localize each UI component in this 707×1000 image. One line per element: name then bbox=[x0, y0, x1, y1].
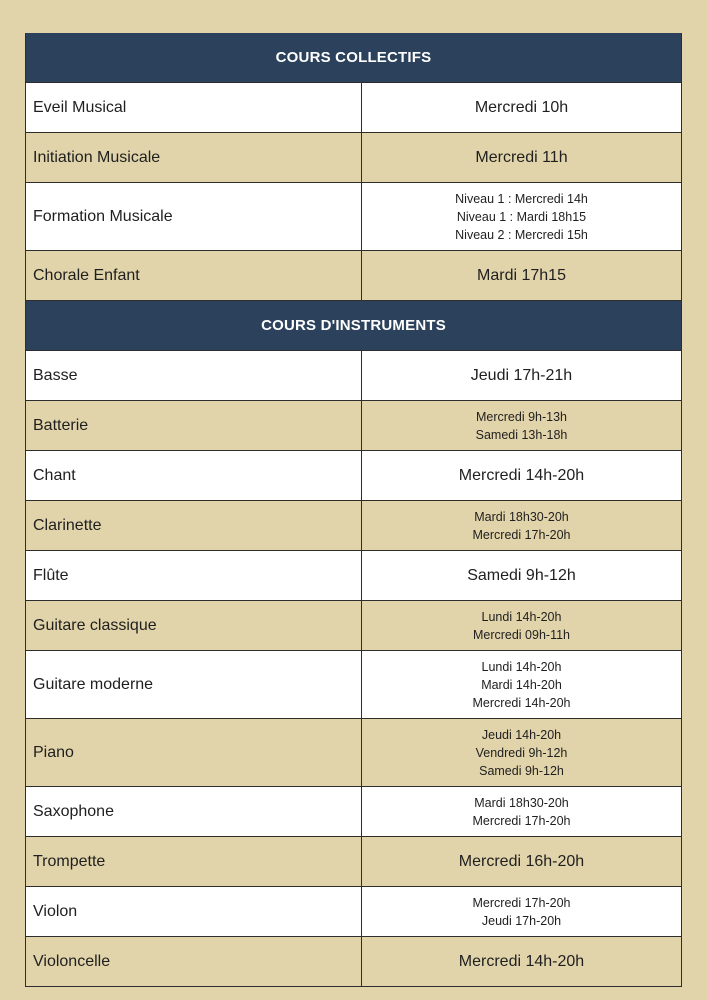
table-row bbox=[26, 251, 681, 301]
schedule-line: Niveau 2 : Mercredi 15h bbox=[455, 227, 588, 242]
table-row bbox=[26, 787, 681, 837]
course-name: Clarinette bbox=[26, 501, 362, 550]
schedule-line: Jeudi 17h-21h bbox=[470, 366, 573, 384]
course-schedule bbox=[362, 133, 681, 182]
course-schedule bbox=[362, 451, 681, 500]
schedule-table bbox=[25, 33, 682, 987]
table-row bbox=[26, 887, 681, 937]
course-name: Batterie bbox=[26, 401, 362, 450]
schedule-line: Mercredi 14h-20h bbox=[458, 952, 585, 970]
course-schedule bbox=[362, 787, 681, 836]
course-schedule bbox=[362, 651, 681, 718]
table-row bbox=[26, 451, 681, 501]
schedule-line: Samedi 13h-18h bbox=[475, 427, 568, 442]
course-schedule bbox=[362, 887, 681, 936]
course-name: Formation Musicale bbox=[26, 183, 362, 250]
course-schedule bbox=[362, 183, 681, 250]
schedule-line: Mercredi 17h-20h bbox=[472, 527, 571, 542]
course-name: Chorale Enfant bbox=[26, 251, 362, 300]
table-row bbox=[26, 351, 681, 401]
schedule-line: Mercredi 9h-13h bbox=[475, 409, 567, 424]
course-name: Flûte bbox=[26, 551, 362, 600]
table-row bbox=[26, 183, 681, 251]
table-row bbox=[26, 133, 681, 183]
course-schedule bbox=[362, 937, 681, 986]
course-name: Basse bbox=[26, 351, 362, 400]
schedule-line: Lundi 14h-20h bbox=[481, 609, 562, 624]
course-name: Chant bbox=[26, 451, 362, 500]
schedule-line: Mercredi 17h-20h bbox=[472, 813, 571, 828]
course-name: Guitare classique bbox=[26, 601, 362, 650]
schedule-line: Mercredi 09h-11h bbox=[472, 627, 571, 642]
table-row bbox=[26, 651, 681, 719]
course-schedule bbox=[362, 719, 681, 786]
schedule-line: Vendredi 9h-12h bbox=[475, 745, 568, 760]
course-name: Violoncelle bbox=[26, 937, 362, 986]
schedule-line: Jeudi 17h-20h bbox=[481, 913, 562, 928]
table-row bbox=[26, 401, 681, 451]
schedule-line: Lundi 14h-20h bbox=[481, 659, 562, 674]
course-name: Guitare moderne bbox=[26, 651, 362, 718]
schedule-line: Samedi 9h-12h bbox=[479, 763, 564, 778]
schedule-line: Niveau 1 : Mardi 18h15 bbox=[456, 209, 587, 224]
schedule-line: Mercredi 16h-20h bbox=[458, 852, 585, 870]
schedule-line: Niveau 1 : Mercredi 14h bbox=[455, 191, 588, 206]
table-row bbox=[26, 551, 681, 601]
course-name: Saxophone bbox=[26, 787, 362, 836]
course-schedule bbox=[362, 83, 681, 132]
table-row bbox=[26, 601, 681, 651]
schedule-line: Mardi 18h30-20h bbox=[474, 509, 569, 524]
schedule-line: Mercredi 17h-20h bbox=[472, 895, 571, 910]
course-schedule bbox=[362, 601, 681, 650]
schedule-line: Mercredi 14h-20h bbox=[458, 466, 585, 484]
table-row bbox=[26, 83, 681, 133]
schedule-line: Mardi 18h30-20h bbox=[474, 795, 569, 810]
course-name: Initiation Musicale bbox=[26, 133, 362, 182]
schedule-line: Mercredi 10h bbox=[474, 98, 569, 116]
schedule-line: Mardi 14h-20h bbox=[481, 677, 562, 692]
table-row bbox=[26, 837, 681, 887]
course-schedule bbox=[362, 401, 681, 450]
schedule-line: Mardi 17h15 bbox=[477, 266, 566, 284]
schedule-line: Mercredi 11h bbox=[475, 148, 568, 166]
section-header: COURS COLLECTIFS bbox=[26, 33, 681, 83]
course-name: Violon bbox=[26, 887, 362, 936]
table-row bbox=[26, 719, 681, 787]
course-schedule bbox=[362, 501, 681, 550]
section-header: COURS D'INSTRUMENTS bbox=[26, 301, 681, 351]
course-schedule bbox=[362, 251, 681, 300]
course-schedule bbox=[362, 351, 681, 400]
course-name: Eveil Musical bbox=[26, 83, 362, 132]
course-name: Trompette bbox=[26, 837, 362, 886]
course-schedule bbox=[362, 551, 681, 600]
course-schedule bbox=[362, 837, 681, 886]
table-row bbox=[26, 937, 681, 986]
table-row bbox=[26, 501, 681, 551]
course-name: Piano bbox=[26, 719, 362, 786]
schedule-line: Mercredi 14h-20h bbox=[472, 695, 571, 710]
schedule-line: Samedi 9h-12h bbox=[467, 566, 576, 584]
schedule-line: Jeudi 14h-20h bbox=[481, 727, 562, 742]
